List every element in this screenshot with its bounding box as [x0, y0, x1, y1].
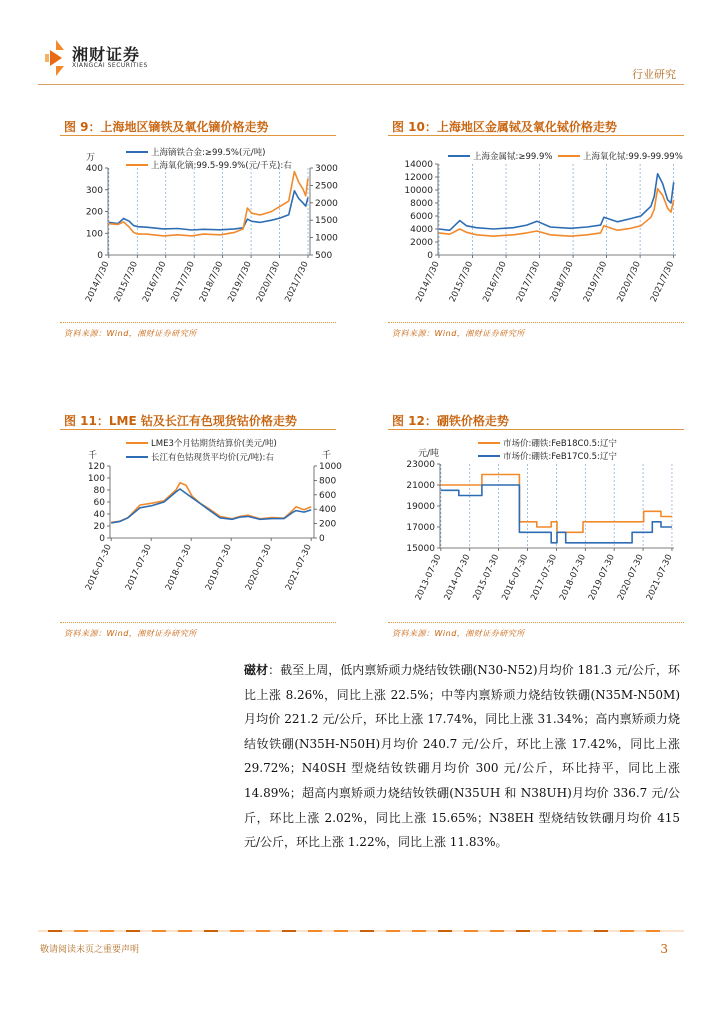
chart3-x-tick-label: 2017-07-30: [123, 543, 154, 593]
figure-12-title-rule: [388, 429, 684, 430]
chart2-y-tick-label: 12000: [404, 173, 433, 183]
chart1-x-tick-label: 2015/7/30: [112, 260, 141, 304]
chart1-y-unit: 万: [86, 153, 96, 163]
chart1-legend-label-1: 上海镝铁合金:≥99.5%(元/吨): [151, 148, 266, 158]
chart1-y-tick-label: 100: [85, 229, 103, 240]
chart2-legend-label-1: 上海金属铽:≥99.9%: [473, 152, 553, 162]
figure-9-source-rule: [60, 322, 336, 324]
chart3-legend-label-2: 长江有色钴现货平均价(元/吨):右: [151, 453, 274, 463]
figure-12-source: 资料来源：Wind，湘财证券研究所: [392, 629, 525, 638]
chart3-y2-tick-label: 0: [319, 534, 325, 544]
chart2-x-tick-label: 2017/7/30: [514, 260, 543, 304]
figure-9-title: 图 9：上海地区镝铁及氧化镝价格走势: [64, 120, 269, 134]
chart4-x-tick-label: 2016-07-30: [500, 553, 531, 603]
chart3-x-tick-label: 2019-07-30: [203, 543, 234, 593]
chart4-x-tick-label: 2014-07-30: [442, 553, 473, 603]
chart3-x-tick-label: 2020-07-30: [243, 543, 274, 593]
chart4-y-unit: 元/吨: [418, 449, 440, 459]
chart3-series-2-line: [111, 489, 311, 523]
chart3-legend-label-1: LME3个月钴期货结算价(美元/吨): [151, 439, 277, 449]
figure-10-title: 图 10：上海地区金属铽及氧化铽价格走势: [392, 120, 617, 134]
chart2-x-tick-label: 2021/7/30: [648, 260, 677, 304]
chart4-y-tick-label: 19000: [406, 502, 435, 512]
chart3-y-tick-label: 40: [93, 510, 105, 520]
chart3-y-unit: 千: [88, 451, 98, 461]
chart4-y-tick-label: 17000: [406, 523, 435, 533]
chart2-series-2-line: [439, 189, 674, 237]
chart2-y-tick-label: 10000: [404, 186, 433, 196]
chart2-y-tick-label: 4000: [410, 225, 433, 235]
chart3-x-tick-label: 2016-07-30: [83, 543, 114, 593]
chart4-x-tick-label: 2018-07-30: [558, 553, 589, 603]
chart1-y2-tick-label: 1500: [315, 216, 338, 227]
chart2-y-tick-label: 6000: [410, 212, 433, 222]
paragraph-text: ：截至上周，低内禀矫顽力烧结钕铁硼(N30-N52)月均价 181.3 元/公斤，环比上涨 8.26%，同比上涨 22.5%；中等内禀矫顽力烧结钕铁硼(N35M-N50M)月均价 221.2 元/公斤，环比上涨 17.74%，同比上涨 31.34%；高内禀矫顽力烧结钕铁硼(N35H-N50H)月均价 240.7 元/公斤，环比上涨 17.42%，同比上涨 29.72%；N40SH 型烧结钕铁硼月均价 300 元/公斤，环比持平，同比上涨 14.89%；超高内禀矫顽力烧结钕铁硼(N35UH 和 N38UH)月均价 336.7 元/公斤，环比上涨 2.02%，同比上涨 15.65%；N38EH 型烧结钕铁硼月均价 415 元/公斤，环比上涨 1.22%，同比上涨 11.83%。: [244, 663, 680, 850]
figure-12-chart: [388, 434, 688, 619]
chart1-y2-tick-label: 2000: [315, 198, 338, 209]
chart4-x-tick-label: 2017-07-30: [529, 553, 560, 603]
chart1-y2-tick-label: 3000: [315, 164, 338, 174]
chart3-x-tick-label: 2018-07-30: [163, 543, 194, 593]
chart4-series-1-line: [441, 475, 672, 533]
chart1-y-tick-label: 300: [85, 185, 103, 196]
chart2-x-tick-label: 2016/7/30: [481, 260, 509, 304]
chart4-x-tick-label: 2015-07-30: [471, 553, 502, 603]
chart3-y-tick-label: 0: [99, 534, 105, 544]
chart3-y-tick-label: 80: [93, 486, 105, 496]
chart4-y-tick-label: 15000: [406, 544, 435, 554]
chart1-series-1-line: [109, 191, 308, 230]
chart3-y-tick-label: 60: [93, 498, 105, 508]
chart1-y-tick-label: 200: [85, 207, 103, 218]
figure-10-source: 资料来源：Wind，湘财证券研究所: [392, 329, 525, 338]
chart4-x-tick-label: 2019-07-30: [586, 553, 617, 603]
figure-10-chart: [388, 140, 688, 315]
chart4-legend-label-2: 市场价:硼铁:FeB17C0.5:辽宁: [503, 452, 617, 462]
chart1-x-tick-label: 2021/7/30: [283, 260, 311, 304]
chart2-x-tick-label: 2020/7/30: [615, 260, 643, 304]
chart2-x-tick-label: 2019/7/30: [581, 260, 610, 304]
chart3-y-tick-label: 20: [93, 522, 105, 532]
chart4-x-tick-label: 2021-07-30: [644, 553, 675, 603]
figure-9-chart: [60, 140, 346, 315]
figure-9-source: 资料来源：Wind，湘财证券研究所: [64, 329, 197, 338]
figure-11-source-rule: [60, 622, 336, 624]
chart4-y-tick-label: 21000: [406, 481, 435, 491]
chart2-y-tick-label: 0: [427, 251, 433, 261]
logo-mark-icon: [42, 38, 70, 78]
chart1-legend-label-2: 上海氧化镝:99.5-99.9%(元/千克):右: [151, 161, 292, 171]
brand-subtitle: XIANGCAI SECURITIES: [72, 62, 148, 69]
chart3-y2-tick-label: 800: [319, 476, 337, 487]
chart1-y-tick-label: 0: [97, 251, 103, 261]
chart4-x-tick-label: 2013-07-30: [413, 553, 444, 603]
chart3-y-tick-label: 120: [87, 462, 105, 472]
header-divider: [38, 84, 684, 85]
chart4-x-tick-label: 2020-07-30: [615, 553, 646, 603]
chart1-x-tick-label: 2014/7/30: [84, 260, 112, 304]
chart3-y-tick-label: 100: [87, 474, 105, 484]
figure-10-source-rule: [388, 322, 684, 324]
chart2-y-tick-label: 14000: [404, 160, 433, 170]
chart1-x-tick-label: 2017/7/30: [169, 260, 197, 304]
figure-11-title-rule: [60, 429, 336, 430]
chart1-x-tick-label: 2019/7/30: [226, 260, 254, 304]
chart2-legend-label-2: 上海氧化铽:99.9-99.99%: [583, 152, 683, 162]
chart1-y2-tick-label: 1000: [315, 233, 338, 244]
paragraph-label: 磁材: [244, 663, 269, 677]
chart3-y2-unit: 千: [322, 451, 332, 461]
figure-9-title-rule: [60, 135, 336, 136]
figure-10-title-rule: [388, 135, 684, 136]
page-number: 3: [660, 942, 668, 956]
brand-logo: [42, 38, 242, 78]
figure-11-title: 图 11：LME 钴及长江有色现货钴价格走势: [64, 414, 297, 428]
chart3-y2-tick-label: 1000: [319, 462, 342, 472]
chart2-y-tick-label: 8000: [410, 199, 433, 209]
figure-12-title: 图 12：硼铁价格走势: [392, 414, 509, 428]
chart3-y2-tick-label: 600: [319, 490, 337, 501]
footer-divider: [38, 930, 684, 934]
figure-11-source: 资料来源：Wind，湘财证券研究所: [64, 629, 197, 638]
disclaimer-note: 敬请阅读末页之重要声明: [40, 945, 140, 955]
magnet-material-paragraph: [244, 658, 680, 855]
chart2-x-tick-label: 2015/7/30: [447, 260, 476, 304]
chart1-x-tick-label: 2018/7/30: [197, 260, 226, 304]
chart1-y2-tick-label: 2500: [315, 181, 338, 192]
brand-name: 湘财证券: [72, 45, 141, 64]
chart3-y2-tick-label: 200: [319, 519, 337, 530]
figure-11-chart: [60, 434, 346, 619]
chart3-series-1-line: [111, 483, 311, 523]
report-type: 行业研究: [632, 68, 676, 81]
figure-12-source-rule: [388, 622, 684, 624]
chart4-y-tick-label: 23000: [406, 460, 435, 470]
chart1-y2-tick-label: 500: [315, 251, 333, 261]
chart3-x-tick-label: 2021-07-30: [283, 543, 314, 593]
chart1-x-tick-label: 2016/7/30: [140, 260, 169, 304]
chart2-y-tick-label: 2000: [410, 238, 433, 248]
chart1-y-tick-label: 400: [85, 164, 103, 174]
chart3-y2-tick-label: 400: [319, 505, 337, 516]
chart1-x-tick-label: 2020/7/30: [254, 260, 283, 304]
chart4-legend-label-1: 市场价:硼铁:FeB18C0.5:辽宁: [503, 439, 617, 449]
chart2-x-tick-label: 2018/7/30: [548, 260, 576, 304]
chart2-series-1-line: [439, 174, 674, 231]
chart2-x-tick-label: 2014/7/30: [414, 260, 442, 304]
